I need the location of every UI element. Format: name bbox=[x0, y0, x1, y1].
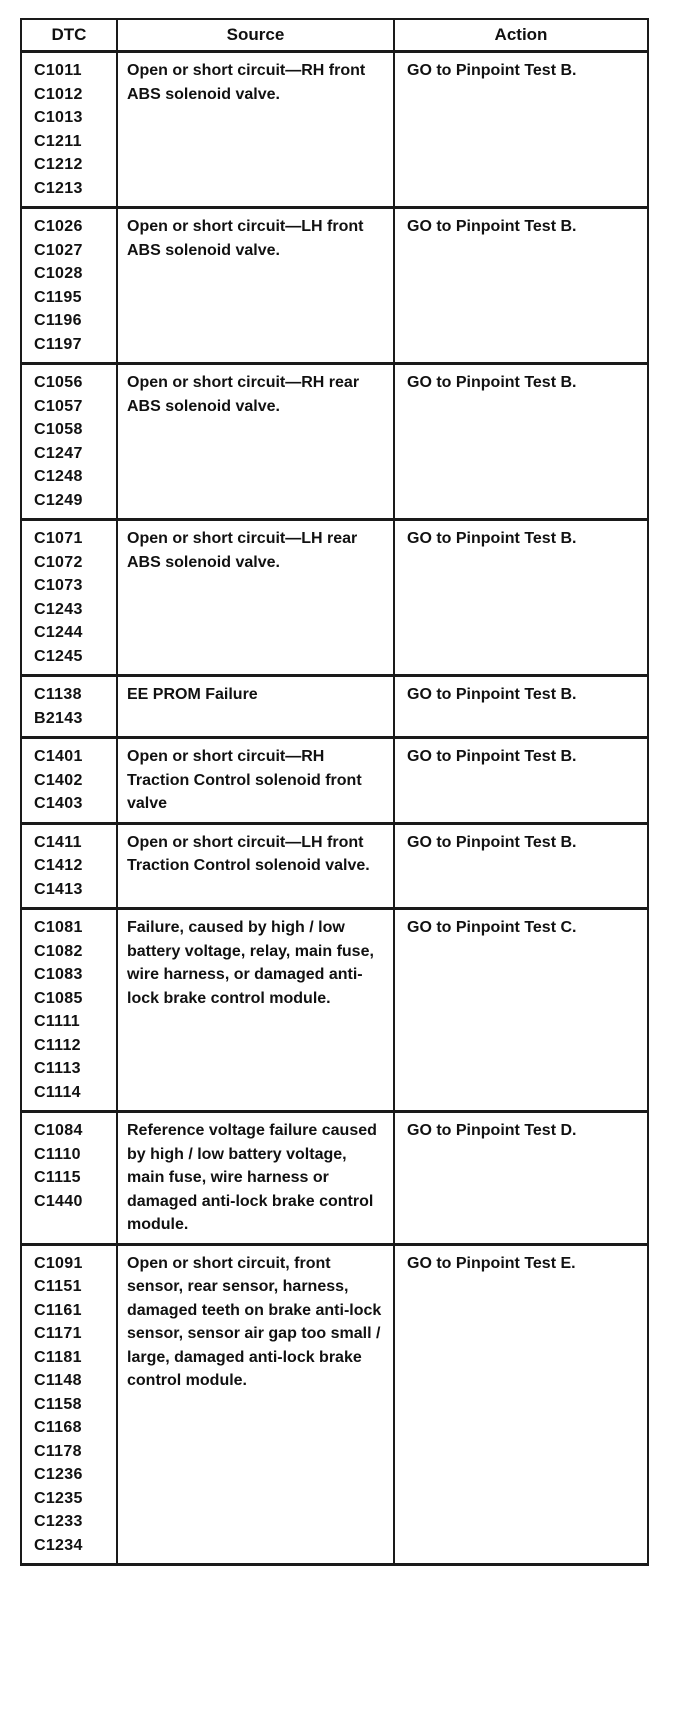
dtc-code: C1249 bbox=[34, 491, 83, 509]
action-text: GO to Pinpoint Test B. bbox=[407, 748, 577, 765]
dtc-code: C1212 bbox=[34, 156, 83, 173]
dtc-cell bbox=[21, 1244, 117, 1565]
dtc-code: C1234 bbox=[34, 1536, 83, 1554]
action-cell bbox=[394, 364, 648, 520]
source-cell bbox=[117, 520, 394, 676]
dtc-table-page bbox=[20, 18, 647, 1566]
table-row bbox=[21, 52, 648, 208]
action-text: GO to Pinpoint Test B. bbox=[407, 833, 577, 851]
dtc-cell bbox=[21, 823, 117, 909]
source-cell bbox=[117, 208, 394, 364]
dtc-code: C1235 bbox=[34, 1489, 83, 1507]
table-row bbox=[21, 1244, 648, 1565]
action-cell bbox=[394, 676, 648, 738]
dtc-code: C1440 bbox=[34, 1192, 83, 1210]
table-row bbox=[21, 520, 648, 676]
table-row bbox=[21, 1112, 648, 1245]
table-row bbox=[21, 208, 648, 364]
header-dtc: DTC bbox=[21, 19, 117, 52]
dtc-code: C1091 bbox=[34, 1254, 83, 1272]
dtc-code: C1158 bbox=[34, 1395, 82, 1413]
dtc-code: C1236 bbox=[34, 1466, 83, 1483]
dtc-code: B2143 bbox=[34, 709, 83, 727]
dtc-code: C1057 bbox=[34, 397, 83, 415]
dtc-code: C1111 bbox=[34, 1013, 80, 1030]
table-body bbox=[21, 52, 648, 1565]
dtc-code: C1196 bbox=[34, 312, 82, 329]
source-text: EE PROM Failure bbox=[127, 686, 258, 703]
source-text: Open or short circuit—RH Traction Control solenoid front valve bbox=[127, 748, 362, 812]
dtc-code: C1178 bbox=[34, 1442, 82, 1460]
dtc-code: C1112 bbox=[34, 1036, 81, 1054]
dtc-code: C1083 bbox=[34, 966, 83, 983]
dtc-code: C1171 bbox=[34, 1325, 82, 1342]
source-text: Open or short circuit—LH front Traction Control solenoid valve. bbox=[127, 833, 370, 874]
dtc-code: C1402 bbox=[34, 771, 83, 789]
action-text: GO to Pinpoint Test B. bbox=[407, 218, 577, 235]
source-cell bbox=[117, 1244, 394, 1565]
source-text: Open or short circuit—RH front ABS solenoid valve. bbox=[127, 62, 366, 103]
dtc-code: C1115 bbox=[34, 1169, 81, 1186]
source-text: Open or short circuit, front sensor, rear sensor, harness, damaged teeth on brake anti-lock sensor, sensor air gap too small / large, damaged anti-lock brake control module. bbox=[127, 1254, 382, 1389]
source-cell bbox=[117, 738, 394, 824]
dtc-code: C1072 bbox=[34, 553, 83, 571]
dtc-code: C1148 bbox=[34, 1372, 82, 1389]
dtc-code: C1195 bbox=[34, 288, 82, 306]
action-cell bbox=[394, 823, 648, 909]
table-row bbox=[21, 676, 648, 738]
dtc-table bbox=[20, 18, 649, 1566]
dtc-code: C1026 bbox=[34, 218, 83, 235]
source-text: Open or short circuit—LH front ABS solenoid valve. bbox=[127, 218, 364, 259]
source-text: Failure, caused by high / low battery voltage, relay, main fuse, wire harness, or damaged anti-lock brake control module. bbox=[127, 919, 374, 1007]
action-cell bbox=[394, 1112, 648, 1245]
dtc-code: C1028 bbox=[34, 265, 83, 282]
header-action: Action bbox=[394, 19, 648, 52]
source-cell bbox=[117, 823, 394, 909]
dtc-code: C1243 bbox=[34, 600, 83, 618]
action-text: GO to Pinpoint Test C. bbox=[407, 919, 577, 936]
dtc-cell bbox=[21, 364, 117, 520]
action-text: GO to Pinpoint Test B. bbox=[407, 686, 577, 703]
dtc-code: C1084 bbox=[34, 1122, 83, 1139]
source-text: Reference voltage failure caused by high / low battery voltage, main fuse, wire harness or damaged anti-lock brake control module. bbox=[127, 1122, 377, 1233]
header-row bbox=[21, 19, 648, 52]
table-row bbox=[21, 909, 648, 1112]
action-text: GO to Pinpoint Test B. bbox=[407, 62, 577, 79]
dtc-code: C1013 bbox=[34, 109, 83, 126]
dtc-cell bbox=[21, 738, 117, 824]
dtc-code: C1011 bbox=[34, 62, 82, 79]
dtc-code: C1403 bbox=[34, 795, 83, 812]
dtc-code: C1110 bbox=[34, 1145, 81, 1163]
dtc-code: C1413 bbox=[34, 880, 83, 898]
dtc-code: C1082 bbox=[34, 942, 83, 960]
dtc-code: C1211 bbox=[34, 132, 82, 150]
dtc-code: C1114 bbox=[34, 1083, 81, 1101]
dtc-code: C1244 bbox=[34, 624, 83, 641]
table-row bbox=[21, 823, 648, 909]
dtc-code: C1248 bbox=[34, 468, 83, 485]
dtc-code: C1073 bbox=[34, 577, 83, 594]
dtc-code: C1151 bbox=[34, 1278, 82, 1295]
action-cell bbox=[394, 738, 648, 824]
dtc-code: C1412 bbox=[34, 857, 83, 874]
action-cell bbox=[394, 909, 648, 1112]
dtc-cell bbox=[21, 52, 117, 208]
table-row bbox=[21, 364, 648, 520]
action-text: GO to Pinpoint Test E. bbox=[407, 1254, 576, 1272]
dtc-code: C1213 bbox=[34, 179, 83, 197]
table-row bbox=[21, 738, 648, 824]
action-cell bbox=[394, 52, 648, 208]
dtc-code: C1197 bbox=[34, 335, 82, 353]
header-source: Source bbox=[117, 19, 394, 52]
dtc-code: C1181 bbox=[34, 1348, 82, 1366]
source-cell bbox=[117, 909, 394, 1112]
action-text: GO to Pinpoint Test D. bbox=[407, 1122, 577, 1139]
source-text: Open or short circuit—RH rear ABS solenoid valve. bbox=[127, 374, 360, 415]
dtc-code: C1247 bbox=[34, 444, 83, 462]
dtc-code: C1058 bbox=[34, 421, 83, 438]
source-cell bbox=[117, 676, 394, 738]
dtc-code: C1056 bbox=[34, 374, 83, 391]
dtc-cell bbox=[21, 909, 117, 1112]
dtc-code: C1161 bbox=[34, 1301, 82, 1319]
dtc-cell bbox=[21, 520, 117, 676]
dtc-code: C1138 bbox=[34, 686, 82, 703]
dtc-code: C1168 bbox=[34, 1419, 82, 1436]
source-cell bbox=[117, 364, 394, 520]
source-cell bbox=[117, 52, 394, 208]
dtc-code: C1401 bbox=[34, 748, 83, 765]
dtc-code: C1233 bbox=[34, 1513, 83, 1530]
action-cell bbox=[394, 1244, 648, 1565]
dtc-code: C1085 bbox=[34, 989, 83, 1007]
dtc-cell bbox=[21, 208, 117, 364]
dtc-cell bbox=[21, 1112, 117, 1245]
table-header bbox=[21, 19, 648, 52]
action-cell bbox=[394, 520, 648, 676]
dtc-code: C1071 bbox=[34, 530, 83, 547]
dtc-code: C1081 bbox=[34, 919, 83, 936]
action-text: GO to Pinpoint Test B. bbox=[407, 530, 577, 547]
action-cell bbox=[394, 208, 648, 364]
action-text: GO to Pinpoint Test B. bbox=[407, 374, 577, 391]
dtc-code: C1027 bbox=[34, 241, 83, 259]
dtc-code: C1245 bbox=[34, 647, 83, 665]
dtc-cell bbox=[21, 676, 117, 738]
dtc-code: C1012 bbox=[34, 85, 83, 103]
dtc-code: C1113 bbox=[34, 1060, 81, 1077]
source-text: Open or short circuit—LH rear ABS solenoid valve. bbox=[127, 530, 358, 571]
dtc-code: C1411 bbox=[34, 833, 82, 851]
source-cell bbox=[117, 1112, 394, 1245]
